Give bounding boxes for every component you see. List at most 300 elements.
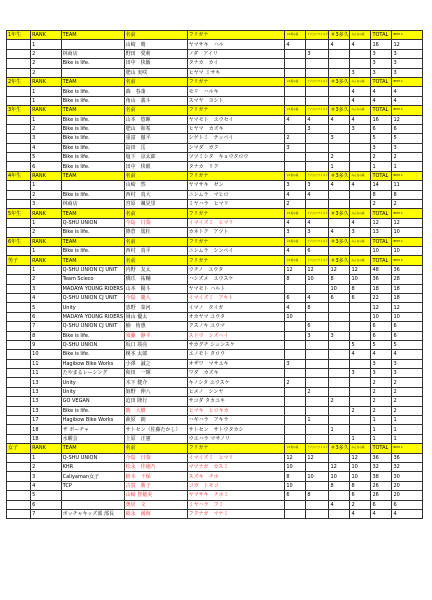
table-row bbox=[7, 59, 423, 68]
category-spacer bbox=[7, 228, 31, 237]
furigana-cell: ハギハラ アキラ bbox=[187, 416, 285, 425]
total-cell: 2 bbox=[371, 387, 392, 396]
r3-cell bbox=[329, 143, 350, 152]
rank-cell: 1 bbox=[31, 40, 61, 49]
r4-cell: 3 bbox=[350, 228, 371, 237]
team-cell: Bike is life. bbox=[61, 190, 124, 199]
category-spacer bbox=[7, 200, 31, 209]
r2-cell bbox=[306, 162, 329, 171]
r1-cell: 6 bbox=[285, 491, 306, 500]
name-cell: 萩原 朗 bbox=[124, 416, 187, 425]
team-header: TEAM bbox=[61, 171, 124, 180]
name-cell: 福永 満海 bbox=[124, 509, 187, 518]
race4-header: みんなの森 bbox=[350, 106, 371, 115]
table-row bbox=[7, 115, 423, 124]
name-cell: 肥山 実咲 bbox=[124, 68, 187, 77]
r3-cell: 1 bbox=[329, 425, 350, 434]
furigana-cell: ミヤハラ ヒマリ bbox=[187, 200, 285, 209]
table-row bbox=[7, 284, 423, 293]
r1-cell bbox=[285, 162, 306, 171]
rank-cell: 1 bbox=[31, 218, 61, 227]
team-cell: Bike is life. bbox=[61, 153, 124, 162]
team-cell: Bike is life. bbox=[61, 350, 124, 359]
r4-cell bbox=[350, 322, 371, 331]
r2-cell: 3 bbox=[306, 228, 329, 237]
rank-cell: 1 bbox=[31, 265, 61, 274]
rank-cell: 18 bbox=[31, 434, 61, 443]
section-header-row bbox=[7, 171, 423, 180]
r1-cell: 2 bbox=[285, 378, 306, 387]
team-cell: 水曜会 bbox=[61, 434, 124, 443]
best-cell: 2 bbox=[392, 397, 423, 406]
r1-cell bbox=[285, 322, 306, 331]
team-cell: 林商店 bbox=[61, 49, 124, 58]
name-cell: 宮原 颯晃里 bbox=[124, 200, 187, 209]
furigana-header: フリガナ bbox=[187, 106, 285, 115]
team-header: TEAM bbox=[61, 31, 124, 40]
rank-cell: 1 bbox=[31, 181, 61, 190]
furigana-cell: タナカ リク bbox=[187, 162, 285, 171]
category-spacer bbox=[7, 143, 31, 152]
furigana-header: フリガナ bbox=[187, 237, 285, 246]
r2-cell bbox=[306, 509, 329, 518]
section-header-row bbox=[7, 31, 423, 40]
r4-cell bbox=[350, 312, 371, 321]
best-header: BEST 4 bbox=[392, 444, 423, 453]
rank-cell: 13 bbox=[31, 406, 61, 415]
r4-cell bbox=[350, 49, 371, 58]
furigana-cell: カネトク アツト bbox=[187, 228, 285, 237]
total-cell: 5 bbox=[371, 134, 392, 143]
name-cell: 重富 徹平 bbox=[124, 134, 187, 143]
team-cell: Bike is life. bbox=[61, 87, 124, 96]
rank-cell: 3 bbox=[31, 472, 61, 481]
r4-cell: 4 bbox=[350, 350, 371, 359]
best-header: BEST 4 bbox=[392, 209, 423, 218]
total-cell: 6 bbox=[371, 322, 392, 331]
furigana-cell: ニシムラ シンペイ bbox=[187, 246, 285, 255]
race3-header: ＃3多久 bbox=[330, 210, 349, 217]
rank-cell: 17 bbox=[31, 416, 61, 425]
furigana-cell: イマノ タイガ bbox=[187, 303, 285, 312]
r2-cell: 12 bbox=[306, 265, 329, 274]
best-cell: 3 bbox=[392, 369, 423, 378]
r4-cell bbox=[350, 425, 371, 434]
table-row bbox=[7, 68, 423, 77]
name-cell: 榎本 太郎 bbox=[124, 350, 187, 359]
name-cell: 山崎 然 bbox=[124, 181, 187, 190]
team-cell: Q-SHU UNION CJ UNIT bbox=[61, 293, 124, 302]
category-label: 男子 bbox=[7, 256, 31, 265]
r2-cell: 8 bbox=[306, 491, 329, 500]
total-cell: 3 bbox=[371, 59, 392, 68]
r2-cell bbox=[306, 96, 329, 105]
furigana-cell: キノシタ ユウスケ bbox=[187, 378, 285, 387]
table-row bbox=[7, 303, 423, 312]
team-cell: 林商店 bbox=[61, 200, 124, 209]
r4-cell bbox=[350, 246, 371, 255]
rank-cell: 4 bbox=[31, 293, 61, 302]
rank-cell: 4 bbox=[31, 481, 61, 490]
best-cell: 4 bbox=[392, 96, 423, 105]
table-row bbox=[7, 134, 423, 143]
team-cell: MADAYA YOUNG RIDERS bbox=[62, 285, 123, 292]
table-row bbox=[7, 181, 423, 190]
table-row bbox=[7, 40, 423, 49]
r1-cell: 4 bbox=[285, 115, 306, 124]
r4-cell bbox=[350, 303, 371, 312]
r1-cell: 4 bbox=[285, 218, 306, 227]
category-label: 女子 bbox=[7, 444, 31, 453]
team-cell: Unity bbox=[61, 303, 124, 312]
r3-cell bbox=[329, 96, 350, 105]
name-cell: 今島 日葵 bbox=[124, 218, 187, 227]
best-cell: 5 bbox=[392, 340, 423, 349]
total-cell: 5 bbox=[371, 340, 392, 349]
r3-cell bbox=[329, 218, 350, 227]
r2-cell bbox=[306, 434, 329, 443]
table-row bbox=[7, 143, 423, 152]
name-header: 名前 bbox=[124, 31, 187, 40]
category-spacer bbox=[7, 359, 31, 368]
total-cell: 2 bbox=[371, 397, 392, 406]
r4-cell bbox=[350, 134, 371, 143]
total-header: TOTAL bbox=[371, 256, 392, 265]
team-header: TEAM bbox=[61, 106, 124, 115]
r3-cell: 1 bbox=[329, 162, 350, 171]
furigana-cell: ウエハラ マサノリ bbox=[187, 434, 285, 443]
total-cell: 2 bbox=[371, 153, 392, 162]
r4-cell bbox=[350, 143, 371, 152]
race3-header: ＃3多久 bbox=[330, 107, 349, 114]
r1-cell: 10 bbox=[285, 462, 306, 471]
best-header: BEST 4 bbox=[392, 171, 423, 180]
total-cell: 1 bbox=[371, 425, 392, 434]
furigana-cell: ミヤハラ フミ bbox=[187, 500, 285, 509]
r4-cell: 4 bbox=[350, 40, 371, 49]
r4-cell: 12 bbox=[350, 265, 371, 274]
r2-cell bbox=[306, 369, 329, 378]
best-cell: 1 bbox=[392, 416, 423, 425]
r1-cell: 8 bbox=[285, 472, 306, 481]
name-cell: 島田 岳 bbox=[124, 143, 187, 152]
r3-cell bbox=[329, 434, 350, 443]
furigana-cell: ウチノ ユウタ bbox=[187, 265, 285, 274]
r1-cell: 2 bbox=[285, 134, 306, 143]
furigana-header: フリガナ bbox=[187, 77, 285, 86]
table-row bbox=[7, 378, 423, 387]
section-header-row bbox=[7, 77, 423, 86]
team-cell: Team Scieco bbox=[61, 275, 124, 284]
furigana-cell: クスノキ ユウマ bbox=[187, 322, 285, 331]
r1-cell: 3 bbox=[285, 181, 306, 190]
r1-cell bbox=[285, 68, 306, 77]
name-cell: 松永 佳徳乃 bbox=[124, 462, 187, 471]
name-header: 名前 bbox=[124, 209, 187, 218]
rank-header: RANK bbox=[31, 237, 61, 246]
r3-cell: 8 bbox=[329, 481, 350, 490]
rank-cell: 11 bbox=[31, 369, 61, 378]
r3-cell bbox=[329, 68, 350, 77]
r1-cell bbox=[285, 416, 306, 425]
r2-cell bbox=[306, 134, 329, 143]
name-cell: 山崎 晴 bbox=[124, 40, 187, 49]
r1-cell bbox=[285, 434, 306, 443]
name-cell: 迫田 隆行 bbox=[124, 397, 187, 406]
rank-cell: 2 bbox=[31, 68, 61, 77]
category-spacer bbox=[7, 312, 31, 321]
best-cell: 30 bbox=[392, 472, 423, 481]
table-row bbox=[7, 397, 423, 406]
team-cell bbox=[61, 491, 124, 500]
name-cell: 篠倉 篤杜 bbox=[124, 228, 187, 237]
total-cell: 13 bbox=[371, 228, 392, 237]
furigana-cell: ノダ アイリ bbox=[187, 49, 285, 58]
r4-cell bbox=[350, 200, 371, 209]
r2-cell bbox=[306, 462, 329, 471]
table-row bbox=[7, 49, 423, 58]
table-row bbox=[7, 425, 423, 434]
r3-cell bbox=[329, 200, 350, 209]
rank-header: RANK bbox=[31, 77, 61, 86]
best-cell: 10 bbox=[392, 246, 423, 255]
best-cell: 11 bbox=[392, 181, 423, 190]
r2-cell: 4 bbox=[306, 293, 329, 302]
team-cell: Bike is life. bbox=[61, 331, 124, 340]
best-cell: 2 bbox=[392, 378, 423, 387]
r3-cell bbox=[329, 350, 350, 359]
furigana-cell: マツナガ カスミ bbox=[187, 462, 285, 471]
r4-cell: 3 bbox=[350, 68, 371, 77]
race2-header: 十六六六ワイルド bbox=[306, 31, 329, 40]
r1-cell: 12 bbox=[285, 453, 306, 462]
r2-cell bbox=[306, 143, 329, 152]
best-cell: 12 bbox=[392, 40, 423, 49]
category-spacer bbox=[7, 481, 31, 490]
r3-cell: 2 bbox=[329, 397, 350, 406]
name-cell: 暁 大樹 bbox=[124, 406, 187, 415]
r4-cell: 1 bbox=[350, 434, 371, 443]
rank-cell: 1 bbox=[31, 246, 61, 255]
r1-cell: 6 bbox=[285, 293, 306, 302]
total-cell: 6 bbox=[371, 500, 392, 509]
table-row bbox=[7, 434, 423, 443]
table-row bbox=[7, 462, 423, 471]
results-table bbox=[6, 30, 423, 519]
r2-cell: 2 bbox=[306, 387, 329, 396]
r1-cell bbox=[285, 153, 306, 162]
best-cell: 10 bbox=[392, 312, 423, 321]
r2-cell bbox=[306, 340, 329, 349]
category-spacer bbox=[7, 293, 31, 302]
category-spacer bbox=[7, 509, 31, 518]
category-spacer bbox=[7, 275, 31, 284]
total-cell: 36 bbox=[371, 453, 392, 462]
category-spacer bbox=[7, 406, 31, 415]
team-cell: たやまるレーシング bbox=[61, 369, 124, 378]
rank-header: RANK bbox=[31, 171, 61, 180]
best-cell: 2 bbox=[392, 387, 423, 396]
r4-cell bbox=[350, 359, 371, 368]
r4-cell: 10 bbox=[350, 275, 371, 284]
r4-cell: 2 bbox=[350, 406, 371, 415]
best-cell: 1 bbox=[392, 434, 423, 443]
total-cell: 32 bbox=[371, 462, 392, 471]
best-header: BEST 4 bbox=[392, 31, 423, 40]
furigana-cell: コガ トモコ bbox=[187, 481, 285, 490]
r3-cell: 3 bbox=[329, 331, 350, 340]
rank-cell: 13 bbox=[31, 387, 61, 396]
furigana-cell: イマイズミ ヒマリ bbox=[187, 218, 285, 227]
r3-cell bbox=[329, 322, 350, 331]
category-spacer bbox=[7, 40, 31, 49]
name-cell: 坂口 竣亮 bbox=[124, 340, 187, 349]
rank-header: RANK bbox=[31, 444, 61, 453]
table-row bbox=[7, 369, 423, 378]
furigana-cell: ヤマモト ハルト bbox=[187, 284, 285, 293]
team-header: TEAM bbox=[61, 444, 124, 453]
best-cell: 2 bbox=[392, 406, 423, 415]
total-cell: 22 bbox=[371, 293, 392, 302]
race4-header: みんなの森 bbox=[350, 77, 371, 86]
best-cell: 2 bbox=[392, 153, 423, 162]
r2-cell: 6 bbox=[306, 246, 329, 255]
furigana-cell: ヒヤマ ミサキ bbox=[187, 68, 285, 77]
r3-cell bbox=[329, 303, 350, 312]
r1-cell bbox=[285, 509, 306, 518]
r1-cell bbox=[285, 340, 306, 349]
r4-cell: 8 bbox=[350, 481, 371, 490]
rank-cell: 5 bbox=[31, 153, 61, 162]
category-spacer bbox=[7, 181, 31, 190]
team-cell: KHR bbox=[61, 462, 124, 471]
best-cell: 4 bbox=[392, 87, 423, 96]
race3-header: ＃3多久 bbox=[330, 32, 349, 39]
category-label: 5年生 bbox=[7, 209, 31, 218]
rank-cell: 18 bbox=[31, 425, 61, 434]
r4-cell: 10 bbox=[350, 462, 371, 471]
furigana-cell: ツツミシタ キョウタロウ bbox=[187, 153, 285, 162]
best-cell: 3 bbox=[392, 49, 423, 58]
team-cell: Bike is life. bbox=[61, 115, 124, 124]
race2-header: 十六六六ワイルド bbox=[306, 256, 329, 265]
race2-header: 十六六六ワイルド bbox=[306, 171, 329, 180]
section-header-row bbox=[7, 237, 423, 246]
total-cell: 2 bbox=[371, 406, 392, 415]
category-spacer bbox=[7, 387, 31, 396]
best-cell: 3 bbox=[392, 143, 423, 152]
table-row bbox=[7, 322, 423, 331]
category-spacer bbox=[7, 425, 31, 434]
rank-cell: 5 bbox=[31, 491, 61, 500]
total-cell: 2 bbox=[371, 200, 392, 209]
r4-cell bbox=[350, 59, 371, 68]
team-cell: Bike is life. bbox=[61, 96, 124, 105]
furigana-cell: スズキ チホ bbox=[187, 472, 285, 481]
r1-cell: 10 bbox=[285, 312, 306, 321]
race4-header: みんなの森 bbox=[350, 444, 371, 453]
r2-cell bbox=[306, 87, 329, 96]
r4-cell: 4 bbox=[350, 96, 371, 105]
total-cell: 4 bbox=[371, 87, 392, 96]
total-cell: 10 bbox=[371, 246, 392, 255]
name-cell: 山崎 智穂美 bbox=[124, 491, 187, 500]
total-cell: 3 bbox=[371, 68, 392, 77]
team-header: TEAM bbox=[61, 256, 124, 265]
r4-cell: 10 bbox=[350, 472, 371, 481]
r4-cell bbox=[350, 331, 371, 340]
r1-cell: 4 bbox=[285, 190, 306, 199]
r2-cell: 4 bbox=[306, 218, 329, 227]
total-header: TOTAL bbox=[371, 77, 392, 86]
best-header: BEST 4 bbox=[392, 237, 423, 246]
r3-cell bbox=[329, 491, 350, 500]
best-cell: 3 bbox=[392, 359, 423, 368]
furigana-cell: ヤマモト ユウセイ bbox=[187, 115, 285, 124]
name-header: 名前 bbox=[124, 444, 187, 453]
r2-cell: 3 bbox=[306, 49, 329, 58]
race1-header: ＃1熊の森 bbox=[285, 77, 306, 86]
category-spacer bbox=[7, 265, 31, 274]
category-spacer bbox=[7, 416, 31, 425]
furigana-cell: ヤマサキ チホミ bbox=[187, 491, 285, 500]
table-row bbox=[7, 124, 423, 133]
rank-cell: 11 bbox=[31, 359, 61, 368]
furigana-cell: ハシズメ ユウスケ bbox=[187, 275, 285, 284]
rank-cell: 13 bbox=[31, 397, 61, 406]
best-header: BEST 4 bbox=[392, 256, 423, 265]
furigana-cell: フクナガ マナミ bbox=[187, 509, 285, 518]
furigana-cell: イマイズミ アキト bbox=[187, 293, 285, 302]
r3-cell: 4 bbox=[329, 500, 350, 509]
furigana-cell: ヒメノ シンヤ bbox=[187, 387, 285, 396]
category-spacer bbox=[7, 453, 31, 462]
name-cell: 肥山 和希 bbox=[124, 124, 187, 133]
name-header: 名前 bbox=[124, 256, 187, 265]
category-spacer bbox=[7, 162, 31, 171]
furigana-header: フリガナ bbox=[187, 31, 285, 40]
category-spacer bbox=[7, 350, 31, 359]
category-spacer bbox=[7, 49, 31, 58]
name-cell: 西村 真平 bbox=[124, 246, 187, 255]
r1-cell: 10 bbox=[285, 481, 306, 490]
r2-cell bbox=[306, 359, 329, 368]
category-label: 3年生 bbox=[7, 106, 31, 115]
r4-cell: 4 bbox=[350, 218, 371, 227]
name-cell: 森 春斎 bbox=[124, 87, 187, 96]
name-cell: 角山 義斗 bbox=[124, 96, 187, 105]
category-spacer bbox=[7, 472, 31, 481]
r4-cell: 8 bbox=[350, 284, 371, 293]
table-row bbox=[7, 359, 423, 368]
rank-cell: 5 bbox=[31, 303, 61, 312]
furigana-cell: サトセン サトウタカシ bbox=[187, 425, 285, 434]
race3-header: ＃3多久 bbox=[330, 173, 349, 180]
furigana-cell: タナカ カイ bbox=[187, 59, 285, 68]
category-label: 6年生 bbox=[7, 237, 31, 246]
best-cell: 1 bbox=[392, 425, 423, 434]
table-row bbox=[7, 293, 423, 302]
table-row bbox=[7, 246, 423, 255]
r1-cell: 12 bbox=[285, 265, 306, 274]
table-row bbox=[7, 340, 423, 349]
rank-cell: 1 bbox=[31, 87, 61, 96]
r1-cell bbox=[285, 87, 306, 96]
total-cell: 3 bbox=[371, 143, 392, 152]
name-cell: 塩下 京太郎 bbox=[124, 153, 187, 162]
rank-cell: 6 bbox=[31, 500, 61, 509]
name-cell: 須藤 静平 bbox=[124, 331, 187, 340]
